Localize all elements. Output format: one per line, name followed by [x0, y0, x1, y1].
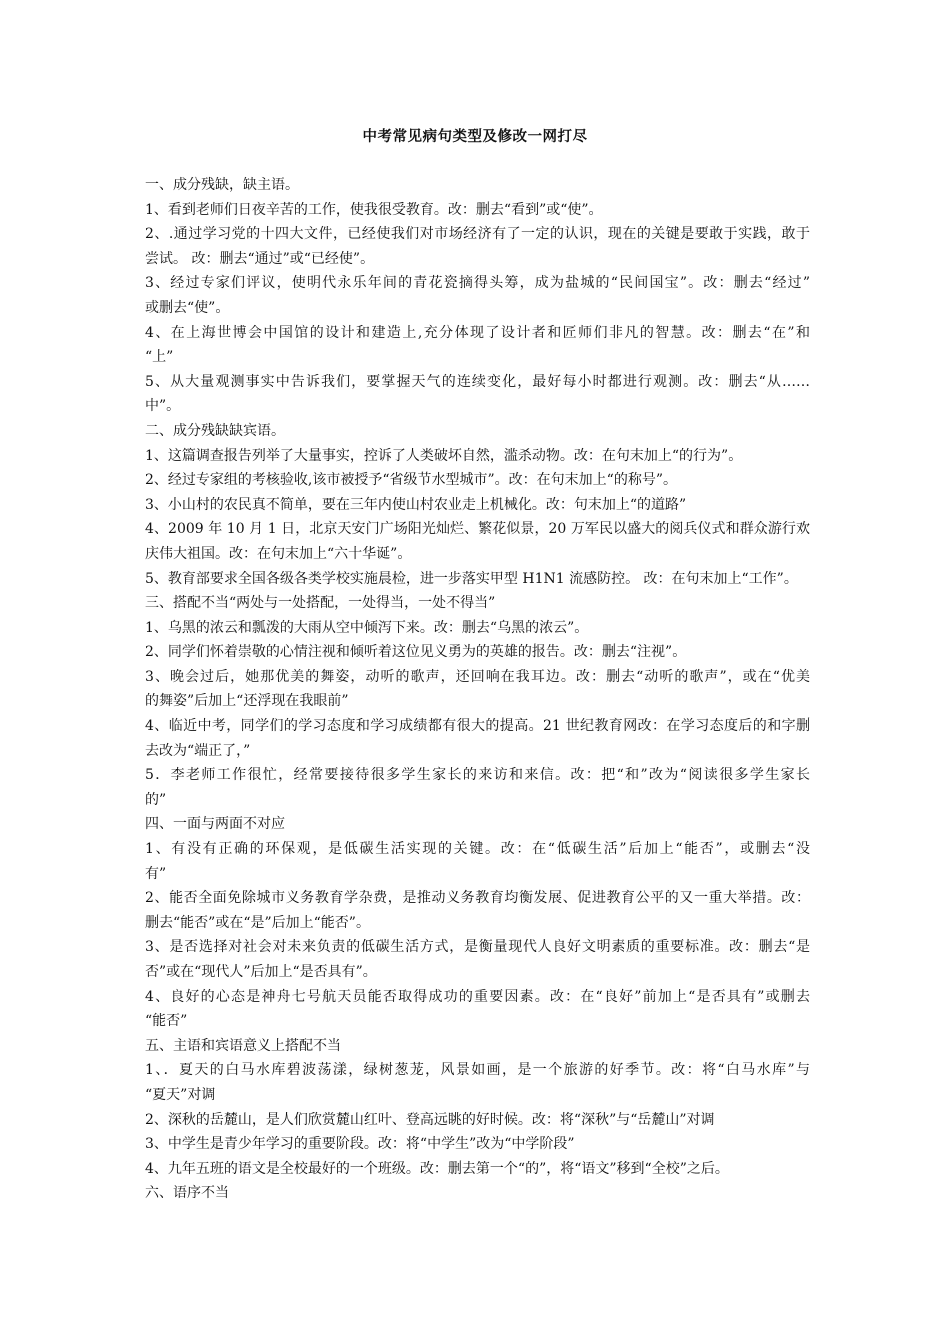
text-line: 3、中学生是青少年学习的重要阶段。改：将“中学生”改为“中学阶段”	[145, 1136, 575, 1153]
text-line: 四、一面与两面不对应	[145, 816, 285, 833]
text-line: 1、看到老师们日夜辛苦的工作，使我很受教育。改：删去“看到”或“使”。	[145, 201, 603, 218]
text-line: 5、从大量观测事实中告诉我们，要掌握天气的连续变化，最好每小时都进行观测。改：删去“从……	[145, 373, 810, 390]
text-line: 2、经过专家组的考核验收,该市被授予“省级节水型城市”。改：在句末加上“的称号”。	[145, 472, 677, 489]
text-line: “上”	[145, 349, 174, 366]
text-line: 中”。	[145, 398, 181, 415]
text-line: 1、这篇调查报告列举了大量事实，控诉了人类破坏自然，滥杀动物。改：在句末加上“的行为”。	[145, 447, 743, 464]
text-line: 尝试。 改：删去“通过”或“已经使”。	[145, 250, 375, 267]
text-line: “夏天”对调	[145, 1086, 216, 1103]
text-line: 三、搭配不当“两处与一处搭配，一处得当，一处不得当”	[145, 595, 496, 612]
text-line: 或删去“使”。	[145, 299, 230, 316]
text-line: 3、晚会过后，她那优美的舞姿，动听的歌声，还回响在我耳边。改：删去“动听的歌声”，或在“优美	[145, 668, 810, 685]
text-line: 的”	[145, 791, 167, 808]
text-line: 庆伟大祖国。改：在句末加上“六十华诞”。	[145, 545, 412, 562]
text-line: 4、九年五班的语文是全校最好的一个班级。改：删去第一个“的”，将“语文”移到“全校”之后。	[145, 1160, 729, 1177]
text-line: 2、深秋的岳麓山，是人们欣赏麓山红叶、登高远眺的好时候。改：将“深秋”与“岳麓山”对调	[145, 1111, 715, 1128]
text-line: 3、是否选择对社会对未来负责的低碳生活方式，是衡量现代人良好文明素质的重要标准。改：删去“是	[145, 939, 810, 956]
document-body	[145, 173, 810, 1206]
document-title: 中考常见病句类型及修改一网打尽	[362, 128, 588, 145]
text-line: 1、乌黑的浓云和瓢泼的大雨从空中倾泻下来。改：删去“乌黑的浓云”。	[145, 619, 589, 636]
text-line: 4、在上海世博会中国馆的设计和建造上,充分体现了设计者和匠师们非凡的智慧。改：删去“在”和	[145, 324, 810, 341]
text-line: 六、语序不当	[145, 1185, 229, 1202]
text-line: 一、成分残缺，缺主语。	[145, 177, 299, 193]
text-line: 3、经过专家们评议，使明代永乐年间的青花瓷摘得头筹，成为盐城的“民间国宝”。改：删去“经过”	[145, 275, 810, 292]
text-line: 二、成分残缺缺宾语。	[145, 422, 285, 439]
text-line: 五、主语和宾语意义上搭配不当	[145, 1037, 341, 1054]
text-line: 删去“能否”或在“是”后加上“能否”。	[145, 914, 370, 931]
text-line: 否”或在“现代人”后加上“是否具有”。	[145, 964, 377, 980]
text-line: 2、同学们怀着崇敬的心情注视和倾听着这位见义勇为的英雄的报告。改：删去“注视”。	[145, 644, 687, 661]
text-line: 有”	[145, 865, 167, 882]
text-line: 4、良好的心态是神舟七号航天员能否取得成功的重要因素。改：在“良好”前加上“是否具有”或删去	[145, 988, 810, 1005]
text-line: 4、临近中考，同学们的学习态度和学习成绩都有很大的提高。21 世纪教育网改：在学习态度后的和字删	[145, 718, 810, 735]
text-line: 的舞姿”后加上“还浮现在我眼前”	[145, 693, 349, 710]
text-line: 1、．夏天的白马水库碧波荡漾，绿树葱茏，风景如画，是一个旅游的好季节。改：将“白马水库”与	[145, 1062, 810, 1079]
text-line: 2、.通过学习党的十四大文件，已经使我们对市场经济有了一定的认识，现在的关键是要敢于实践，敢于	[145, 226, 810, 243]
text-line: 5．李老师工作很忙，经常要接待很多学生家长的来访和来信。改：把“和”改为“阅读很多学生家长	[145, 767, 810, 784]
text-line: 4、2009 年 10 月 1 日，北京天安门广场阳光灿烂、繁花似景，20 万军民以盛大的阅兵仪式和群众游行欢	[145, 521, 810, 538]
text-line: “能否”	[145, 1013, 188, 1030]
text-line: 5、教育部要求全国各级各类学校实施晨检，进一步落实甲型 H1N1 流感防控。 改：在句末加上“工作”。	[145, 570, 798, 587]
text-line: 2、能否全面免除城市义务教育学杂费，是推动义务教育均衡发展、促进教育公平的又一重大举措。改：	[145, 890, 810, 907]
text-line: 3、小山村的农民真不简单，要在三年内使山村农业走上机械化。改：句末加上“的道路”	[145, 496, 687, 513]
text-line: 去改为“端正了，”	[145, 742, 251, 759]
text-line: 1、有没有正确的环保观，是低碳生活实现的关键。改：在“低碳生活”后加上“能否”，或删去“没	[145, 841, 810, 858]
